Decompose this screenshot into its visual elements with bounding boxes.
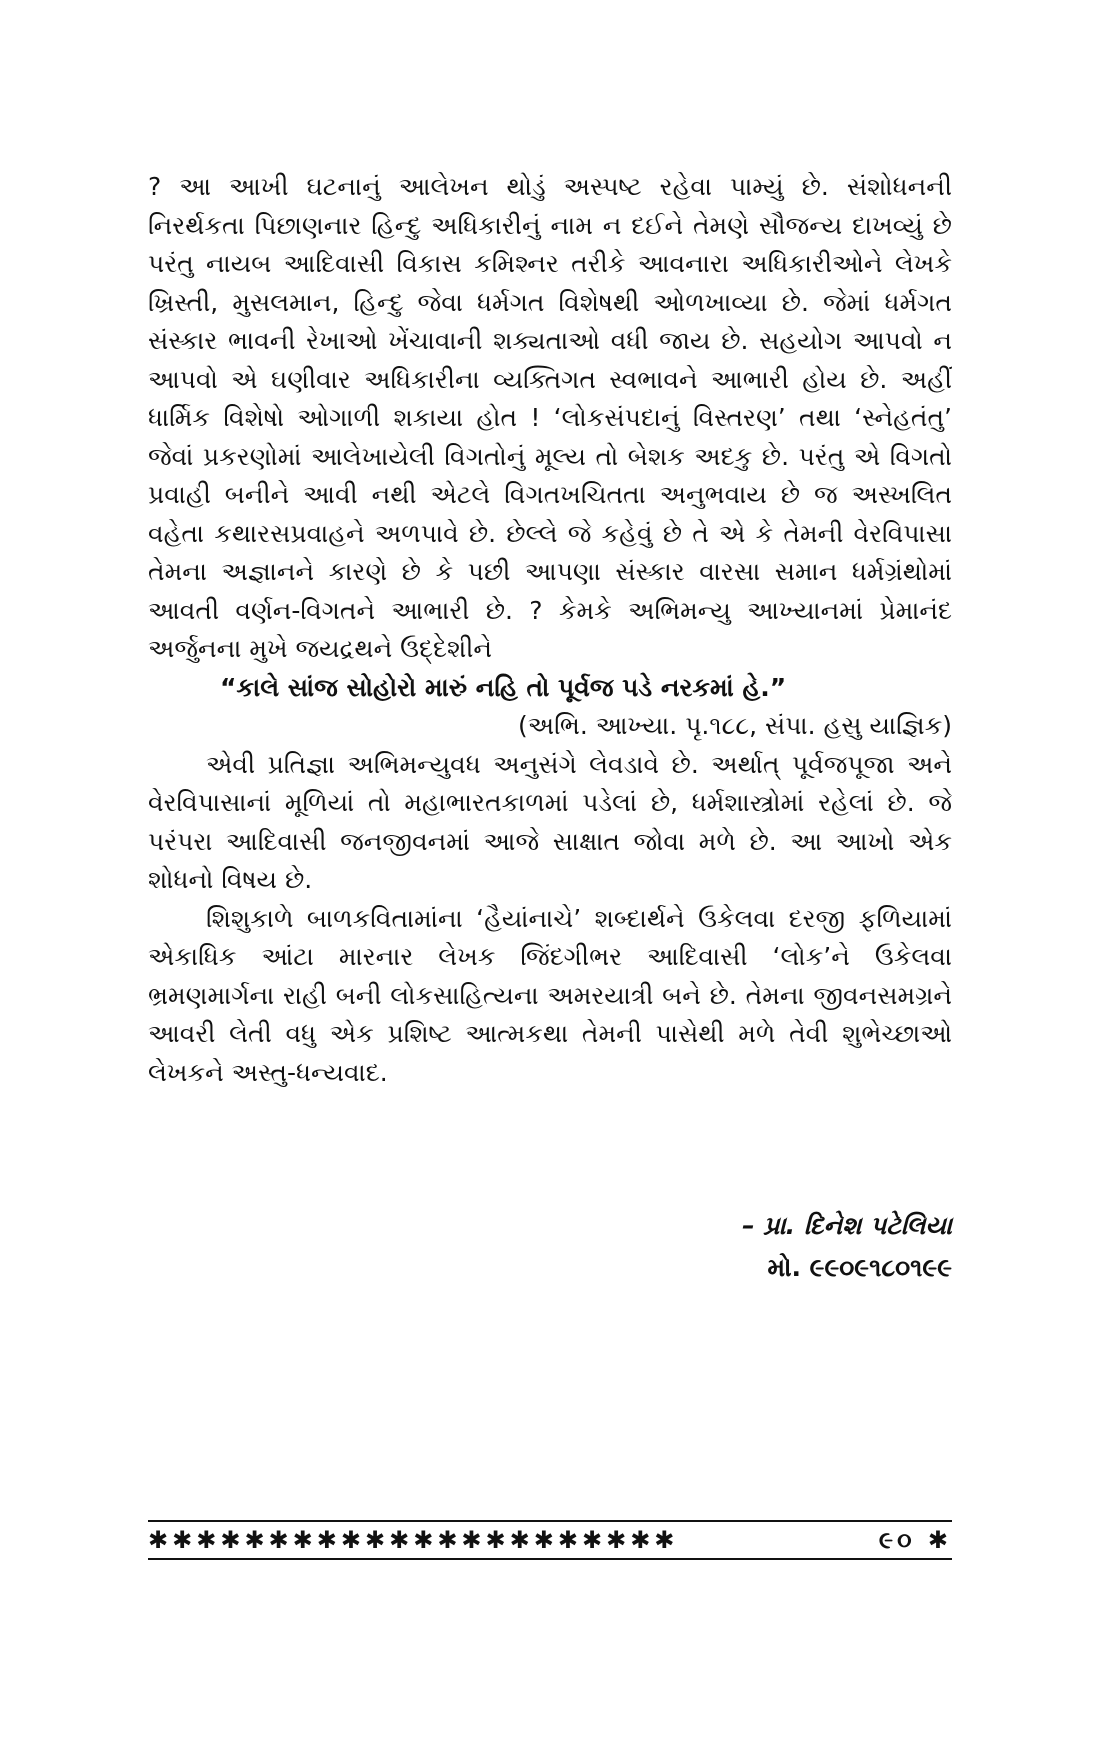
footer-row: [148, 1522, 952, 1558]
verse-citation: (અભિ. આખ્યા. પૃ.૧૮૮, સંપા. હસુ યાજ્ઞિક): [518, 711, 952, 740]
verse-quote: “કાલે સાંજ સોહોરો મારું નહિ તો પૂર્વજ પડે નરકમાં હે.”: [220, 672, 787, 702]
page-footer: [148, 1520, 952, 1560]
paragraph-1: ? આ આખી ઘટનાનું આલેખન થોડું અસ્પષ્ટ રહેવા પામ્યું છે. સંશોધનની નિરર્થકતા પિછાણનાર હિન્દુ અધિકારીનું નામ ન દઈને તેમણે સૌજન્ય દાખવ્યું છે પરંતુ નાયબ આદિવાસી વિકાસ કમિશ્નર તરીકે આવનારા અધિકારીઓને લેખકે ખ્રિસ્તી, મુસલમાન, હિન્દુ જેવા ધર્મગત વિશેષથી ઓળખાવ્યા છે. જેમાં ધર્મગત સંસ્કાર ભાવની રેખાઓ ખેંચાવાની શક્યતાઓ વધી જાય છે. સહયોગ આપવો ન આપવો એ ઘણીવાર અધિકારીના વ્યક્તિગત સ્વભાવને આભારી હોય છે. અહીં ધાર્મિક વિશેષો ઓગાળી શકાયા હોત ! ‘લોકસંપદાનું વિસ્તરણ’ તથા ‘સ્નેહતંતુ’ જેવાં પ્રકરણોમાં આલેખાયેલી વિગતોનું મૂલ્ય તો બેશક અદકુ છે. પરંતુ એ વિગતો પ્રવાહી બનીને આવી નથી એટલે વિગતખચિતતા અનુભવાય છે જ અસ્ખલિત વહેતા કથારસપ્રવાહને અળપાવે છે. છેલ્લે જે કહેવું છે તે એ કે તેમની વેરવિપાસા તેમના અજ્ઞાનને કારણે છે કે પછી આપણા સંસ્કાર વારસા સમાન ધર્મગ્રંથોમાં આવતી વર્ણન-વિગતને આભારી છે. ? કેમકે અભિમન્યુ આખ્યાનમાં પ્રેમાનંદ અર્જુનના મુખે જયદ્રથને ઉદ્દેશીને: [148, 172, 952, 663]
paragraph-3: શિશુકાળે બાળકવિતામાંના ‘હૈયાંનાચે’ શબ્દાર્થને ઉકેલવા દરજી ફળિયામાં એકાધિક આંટા મારનાર લેખક જિંદગીભર આદિવાસી ‘લોક’ને ઉકેલવા ભ્રમણમાર્ગના રાહી બની લોકસાહિત્યના અમરયાત્રી બને છે. તેમના જીવનસમગ્રને આવરી લેતી વધુ એક પ્રશિષ્ટ આત્મકથા તેમની પાસેથી મળે તેવી શુભેચ્છાઓ લેખકને અસ્તુ-ધન્યવાદ.: [148, 903, 952, 1087]
paragraph-2: એવી પ્રતિજ્ઞા અભિમન્યુવધ અનુસંગે લેવડાવે છે. અર્થાત્ પૂર્વજપૂજા અને વેરવિપાસાનાં મૂળિયાં તો મહાભારતકાળમાં પડેલાં છે, ધર્મશાસ્ત્રોમાં રહેલાં છે. જે પરંપરા આદિવાસી જનજીવનમાં આજે સાક્ષાત જોવા મળે છે. આ આખો એક શોધનો વિષય છે.: [148, 749, 952, 894]
footer-star-ornament: ✱✱✱✱✱✱✱✱✱✱✱✱✱✱✱✱✱✱✱✱✱✱: [148, 1526, 679, 1554]
footer-bottom-rule: [148, 1558, 952, 1560]
author-name: – પ્રા. દિનેશ પટેલિયા: [742, 1211, 952, 1240]
page-number: ૯૦ ✱: [878, 1526, 952, 1554]
author-phone: મો. ૯૯૦૯૧૮૦૧૯૯: [767, 1253, 952, 1282]
signature-block: [742, 1205, 952, 1289]
body-text: [148, 168, 952, 1092]
